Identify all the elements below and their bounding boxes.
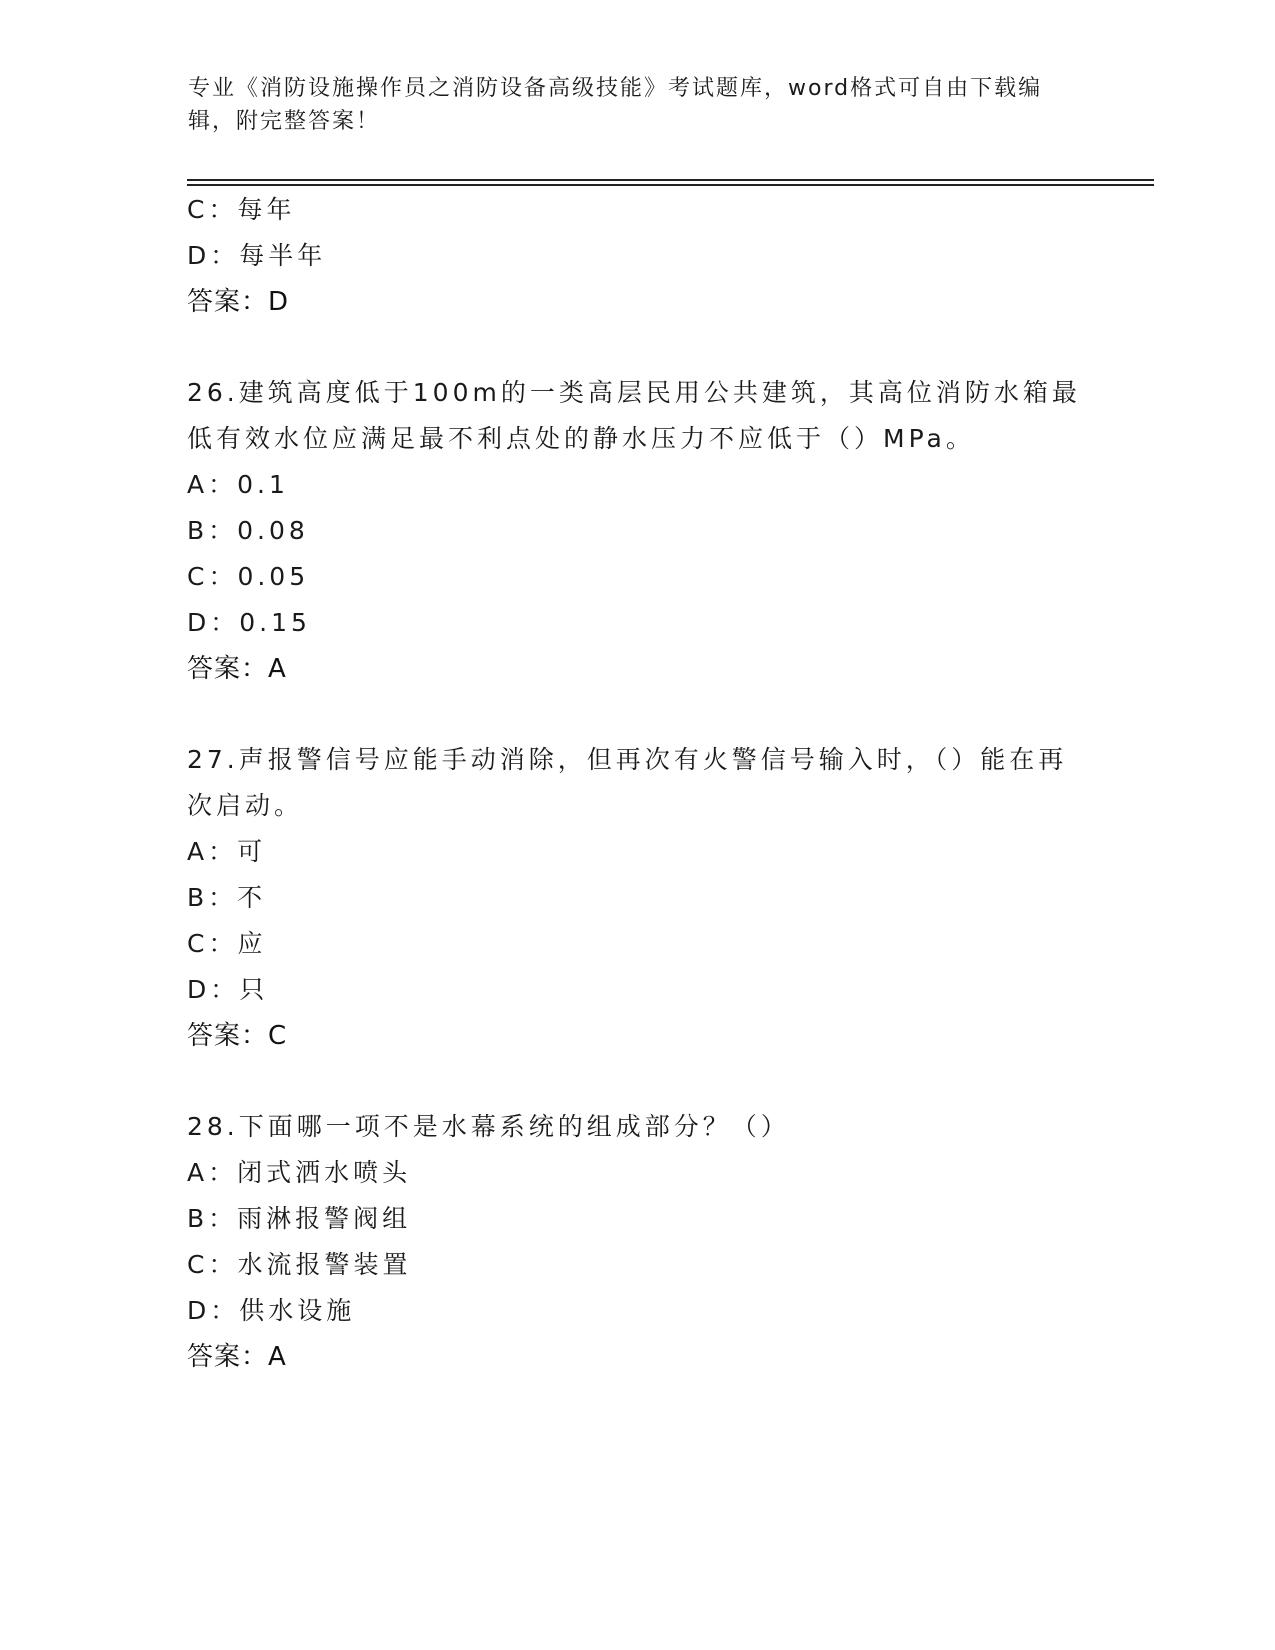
answer-line: 答案：A — [187, 654, 287, 684]
option-c: C：水流报警装置 — [187, 1250, 412, 1279]
header-divider-top — [187, 179, 1154, 181]
option-d: D：0.15 — [187, 608, 311, 637]
question-stem: 27.声报警信号应能手动消除，但再次有火警信号输入时，（）能在再 — [187, 745, 1068, 774]
answer-line: 答案：C — [187, 1021, 288, 1051]
answer-line: 答案：D — [187, 287, 290, 317]
option-d: D：只 — [187, 975, 269, 1004]
question-list — [187, 187, 1087, 1380]
option-a: A：0.1 — [187, 470, 289, 499]
question-spacer — [187, 1059, 1087, 1104]
option-a: A：闭式洒水喷头 — [187, 1158, 412, 1187]
option-c: C：应 — [187, 929, 267, 958]
question-stem-continued: 低有效水位应满足最不利点处的静水压力不应低于（）MPa。 — [187, 424, 975, 453]
header-divider-bottom — [187, 184, 1154, 186]
option-c: C：每年 — [187, 195, 296, 224]
question-stem: 26.建筑高度低于100m的一类高层民用公共建筑，其高位消防水箱最 — [187, 378, 1081, 407]
question-spacer — [187, 325, 1087, 370]
header-line-1: 专业《消防设施操作员之消防设备高级技能》考试题库，word格式可自由下载编 — [188, 76, 1043, 101]
header-line-2: 辑，附完整答案！ — [188, 109, 381, 134]
question-27 — [187, 737, 1087, 1059]
option-c: C：0.05 — [187, 562, 310, 591]
option-b: B：0.08 — [187, 516, 309, 545]
option-b: B：雨淋报警阀组 — [187, 1204, 412, 1233]
option-b: B：不 — [187, 883, 267, 912]
option-a: A：可 — [187, 837, 267, 866]
question-26 — [187, 370, 1087, 692]
option-d: D：供水设施 — [187, 1296, 356, 1325]
question-spacer — [187, 692, 1087, 737]
answer-line: 答案：A — [187, 1342, 287, 1372]
question-stem-continued: 次启动。 — [187, 791, 304, 820]
question-stem: 28.下面哪一项不是水幕系统的组成部分？（） — [187, 1112, 790, 1141]
option-d: D：每半年 — [187, 241, 327, 270]
question-25-continued — [187, 187, 1087, 325]
question-28 — [187, 1104, 1087, 1380]
document-header — [188, 72, 1088, 138]
